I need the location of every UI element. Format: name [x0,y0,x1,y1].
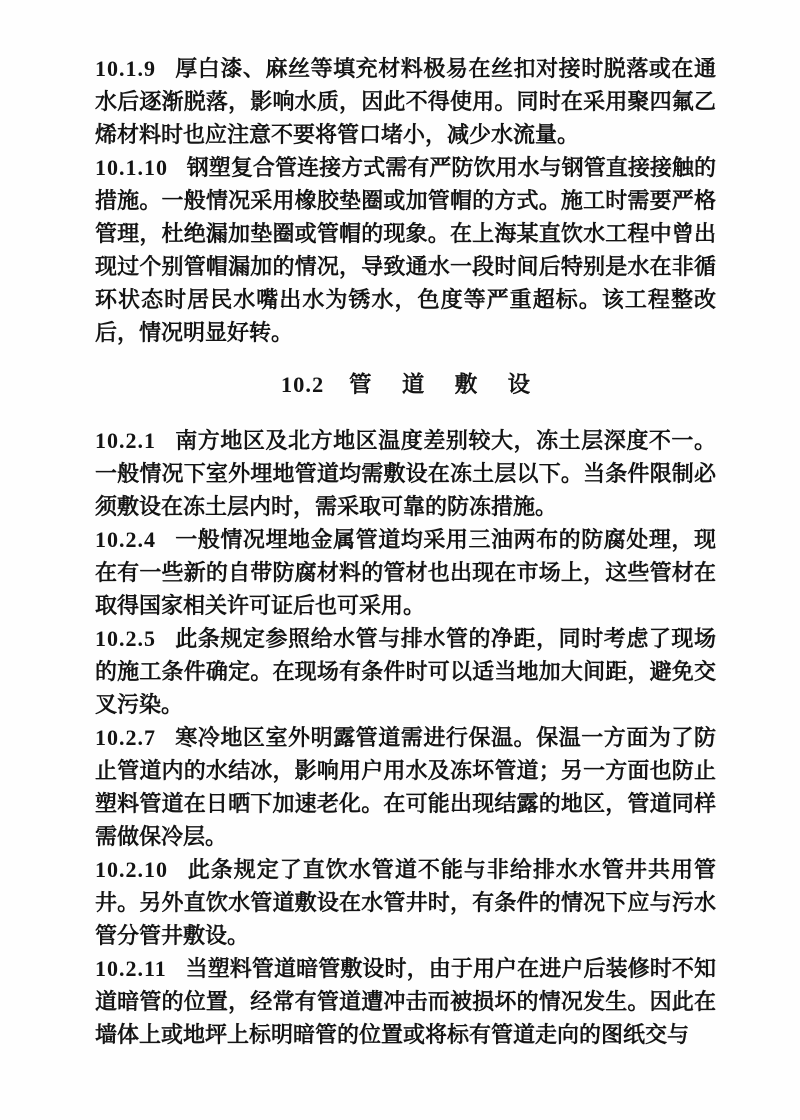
clause-paragraph [95,721,716,853]
clause-number: 10.1.10 [95,155,168,180]
clause-text: 当塑料管道暗管敷设时，由于用户在进户后装修时不知道暗管的位置，经常有管道遭冲击而被损坏的情况发生。因此在墙体上或地坪上标明暗管的位置或将标有管道走向的图纸交与 [95,956,716,1047]
clause-text: 一般情况埋地金属管道均采用三油两布的防腐处理，现在有一些新的自带防腐材料的管材也出现在市场上，这些管材在取得国家相关许可证后也可采用。 [95,527,716,618]
clause-paragraph [95,151,716,349]
clause-text: 钢塑复合管连接方式需有严防饮用水与钢管直接接触的措施。一般情况采用橡胶垫圈或加管帽的方式。施工时需要严格管理，杜绝漏加垫圈或管帽的现象。在上海某直饮水工程中曾出现过个别管帽漏加的情况，导致通水一段时间后特别是水在非循环状态时居民水嘴出水为锈水，色度等严重超标。该工程整改后，情况明显好转。 [95,155,716,345]
clause-paragraph [95,52,716,151]
clause-paragraph [95,622,716,721]
clause-number: 10.2.5 [95,626,156,651]
clause-number: 10.2.11 [95,956,167,981]
section-heading-number: 10.2 [280,372,325,397]
clause-text: 此条规定了直饮水管道不能与非给排水水管井共用管井。另外直饮水管道敷设在水管井时，有条件的情况下应与污水管分管井敷设。 [95,857,716,948]
section-heading-title: 管 道 敷 设 [348,372,543,397]
clause-number: 10.2.10 [95,857,168,882]
clause-number: 10.1.9 [95,56,156,81]
section-heading [95,370,716,400]
clause-paragraph [95,523,716,622]
clause-text: 厚白漆、麻丝等填充材料极易在丝扣对接时脱落或在通水后逐渐脱落，影响水质，因此不得使用。同时在采用聚四氟乙烯材料时也应注意不要将管口堵小，减少水流量。 [95,56,716,147]
clause-number: 10.2.4 [95,527,156,552]
clause-paragraph [95,952,716,1051]
clause-paragraph [95,853,716,952]
clause-text: 寒冷地区室外明露管道需进行保温。保温一方面为了防止管道内的水结冰，影响用户用水及冻坏管道；另一方面也防止塑料管道在日晒下加速老化。在可能出现结露的地区，管道同样需做保冷层。 [95,725,716,849]
clause-paragraph [95,424,716,523]
clause-number: 10.2.1 [95,428,156,453]
clause-number: 10.2.7 [95,725,156,750]
clause-text: 南方地区及北方地区温度差别较大，冻土层深度不一。一般情况下室外埋地管道均需敷设在冻土层以下。当条件限制必须敷设在冻土层内时，需采取可靠的防冻措施。 [95,428,716,519]
clause-text: 此条规定参照给水管与排水管的净距，同时考虑了现场的施工条件确定。在现场有条件时可以适当地加大间距，避免交叉污染。 [95,626,716,717]
